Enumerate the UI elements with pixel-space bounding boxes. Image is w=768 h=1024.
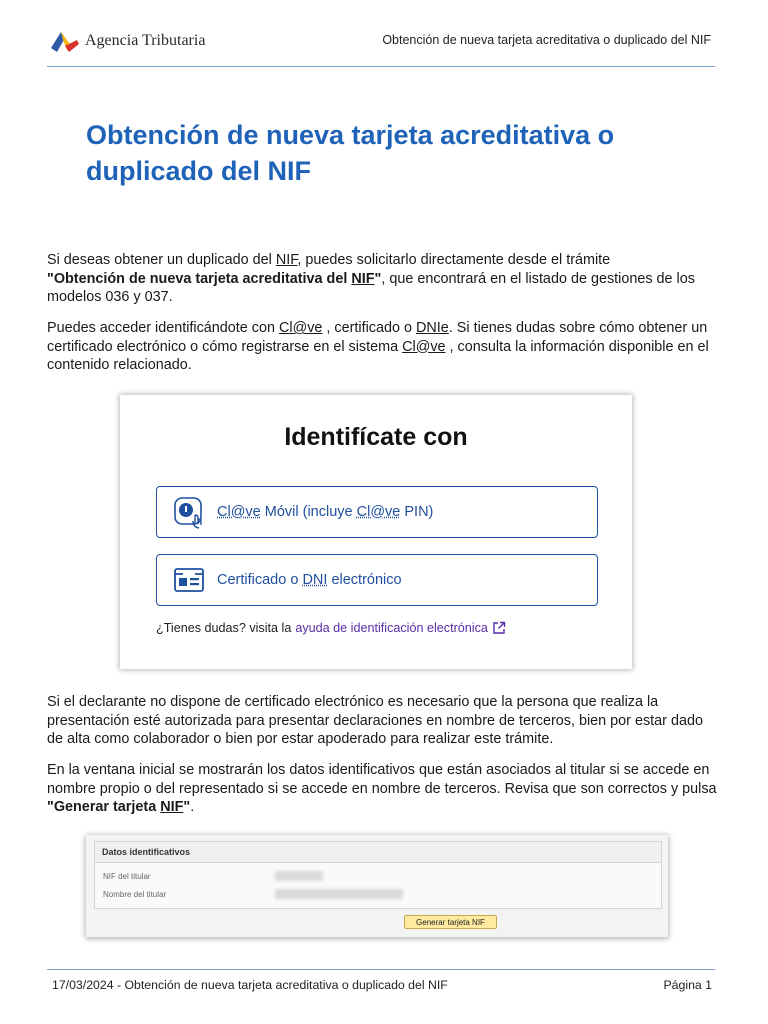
- datos-panel: [94, 841, 662, 909]
- id-card-icon: [169, 560, 209, 600]
- identification-screenshot: [120, 395, 632, 669]
- clave-link[interactable]: Cl@ve: [402, 338, 446, 355]
- access-paragraph: [47, 319, 719, 375]
- text-fragment: .: [190, 799, 195, 815]
- text-fragment: , consulta la información disponible en el contenido relacionado.: [47, 338, 709, 373]
- page-header: [47, 20, 715, 67]
- header-doc-title: Obtención de nueva tarjeta acreditativa o duplicado del NIF: [382, 33, 711, 47]
- text-fragment: En la ventana inicial se mostrarán los datos identificativos que están asociados al titular si se accede en nombre propio o del representado si se accede en nombre de terceros. Revisa que son correctos y pulsa: [47, 762, 717, 797]
- page-footer: [47, 969, 715, 992]
- page-number: Página 1: [663, 978, 712, 992]
- footer-date-title: 17/03/2024 - Obtención de nueva tarjeta acreditativa o duplicado del NIF: [52, 978, 448, 992]
- external-link-icon[interactable]: [492, 621, 506, 635]
- logo-text: Agencia Tributaria: [85, 32, 206, 49]
- agencia-tributaria-logo: [47, 26, 205, 56]
- nombre-titular-value-redacted: [275, 889, 403, 899]
- electronic-id-help-link[interactable]: ayuda de identificación electrónica: [295, 621, 488, 635]
- certificado-dni-option-button[interactable]: [156, 554, 598, 606]
- text-fragment: , certificado o: [322, 320, 417, 336]
- initial-window-paragraph: [47, 761, 719, 817]
- text-fragment: Si deseas obtener un duplicado del: [47, 252, 276, 268]
- generate-button-reference: "Generar tarjeta NIF": [47, 799, 191, 815]
- generar-tarjeta-nif-button[interactable]: Generar tarjeta NIF: [404, 915, 497, 929]
- nif-titular-label: NIF del titular: [103, 872, 151, 881]
- text-fragment: , puedes solicitarlo directamente desde el trámite: [297, 252, 611, 268]
- text-fragment: . Si tienes dudas sobre cómo obtener un certificado electrónico o cómo registrarse en el sistema: [47, 320, 708, 355]
- agencia-tributaria-emblem-icon: [47, 26, 81, 56]
- nif-link[interactable]: NIF: [160, 799, 184, 815]
- intro-paragraph: [47, 251, 719, 307]
- help-line: [156, 621, 506, 635]
- datos-identificativos-screenshot: [86, 835, 668, 937]
- clave-mobile-icon: [169, 492, 209, 532]
- nombre-titular-label: Nombre del titular: [103, 890, 167, 899]
- nif-link[interactable]: NIF: [275, 252, 298, 268]
- certificado-dni-label: Certificado o DNI electrónico: [217, 572, 402, 588]
- text-fragment: , que encontrará en el listado de gestiones de los modelos 036 y 037.: [47, 270, 695, 305]
- identify-heading: Identifícate con: [284, 423, 468, 451]
- datos-heading: Datos identificativos: [95, 842, 661, 863]
- clave-movil-option-button[interactable]: [156, 486, 598, 538]
- text-fragment: Puedes acceder identificándote con: [47, 320, 280, 336]
- nif-titular-value-redacted: [275, 871, 323, 881]
- declarant-paragraph: Si el declarante no dispone de certificado electrónico es necesario que la persona que realiza la presentación esté autorizada para presentar declaraciones en nombre de terceros, bien por estar dado de alta como colaborador o bien por estar apoderado para realizar este trámite.: [47, 694, 703, 747]
- clave-link[interactable]: Cl@ve: [279, 320, 323, 336]
- help-text: ¿Tienes dudas? visita la: [156, 621, 292, 635]
- clave-movil-label: Cl@ve Móvil (incluye Cl@ve PIN): [217, 504, 434, 520]
- procedure-name: "Obtención de nueva tarjeta acreditativa del NIF": [47, 270, 382, 287]
- dnie-link[interactable]: DNIe: [416, 320, 449, 336]
- page-title: Obtención de nueva tarjeta acreditativa o duplicado del NIF: [86, 120, 615, 187]
- nif-link[interactable]: NIF: [351, 270, 375, 287]
